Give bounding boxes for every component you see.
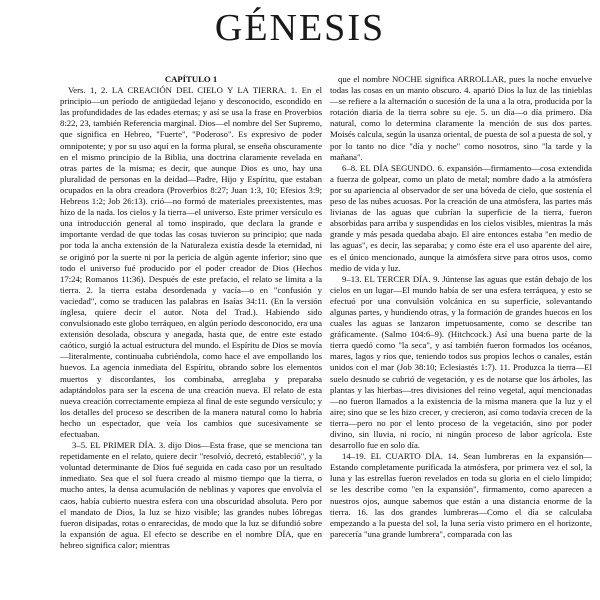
paragraph: que el nombre NOCHE significa ARROLLAR, pues la noche envuelve todas las cosas en un manto obscuro. 4. apartó Dios la luz de las tinieblas—se refiere a la alternación o sucesión de la una a la otra, producida por la rotación diaria de la tierra sobre su eje. 5. un día—o día primero. Día natural, como lo determina claramente la mención de sus dos partes. Moisés calcula, según la usanza oriental, de puesta de sol a puesta de sol, y por lo tanto no dice "día y noche" como nosotros, sino "la tarde y la mañana". (330, 74, 592, 162)
paragraph: 14–19. EL CUARTO DÍA. 14. Sean lumbreras en la expansión—Estando completamente purificada la atmósfera, por primera vez el sol, la luna y las estrellas fueron revelados en toda su gloria en el cielo límpido; se les describe como "en la expansión", firmamento, como aparecen a nuestros ojos, aunque sabemos que están a una distancia enorme de la tierra. 16. las dos grandes lumbreras—Como el día se calculaba empezando a la puesta del sol, la luna sería visto primero en el horizonte, parecería "una grande lumbrera", comparada con las (330, 451, 592, 539)
paragraph: Vers. 1, 2. LA CREACIÓN DEL CIELO Y LA TIERRA. 1. En el principio—un período de antigüedad lejano y desconocido, escondido en las profundidades de las edades eternas; y así se usa la frase en Proverbios 8:22, 23, también Referencia marginal. Dios—el nombre del Ser Supremo, que significa en Hebreo, "Fuerte", "Poderoso". Es expresivo de poder omnipotente; y por su uso aquí en la forma plural, se enseña obscuramente en el mismo principio de la Biblia, una doctrina claramente revelada en otras partes de la misma; es decir, que aunque Dios es uno, hay una pluralidad de personas en la deidad—Padre, Hijo y Espíritu, que estaban ocupados en la obra creadora (Proverbios 8:27; Juan 1:3, 10; Efesios 3:9; Hebreos 1:2; Job 26:13). crió—no formó de materiales preexistentes, mas hizo de la nada. los cielos y la tierra—el universo. Este primer versículo es una introducción general al tomo inspirado, que declara la grande e importante verdad de que todas las cosas tuvieron su principio; que nada por toda la ancha extensión de la Naturaleza existía desde la eternidad, ni se originó por la suerte ni por la pericia de algún agente inferior; sino que todo el universo fué producido por el poder creador de Dios (Hechos 17:24; Romanos 11:36). Después de este prefacio, el relato se limita a la tierra. 2. la tierra estaba desordenada y vacía—o en "confusión y vaciedad", como se traducen las palabras en Isaías 34:11. (En la versión inglesa, quiere decir el autor. Nota del Trad.). Habiendo sido convulsionado este globo terráqueo, en algún período desconocido, era una extensión desolada, obscura y anegada, hasta que, de entre este estado caótico, surgió la actual estructura del mundo. el Espíritu de Dios se movía—literalmente, continuaba cubriéndola, como hace el ave empollando los huevos. La agencia inmediata del Espíritu, obrando sobre los elementos muertos y discordantes, los combinaba, arreglaba y preparaba adaptándolos para ser la escena de una creación nueva. El relato de esta nueva creación correctamente empieza al final de este segundo versículo; y los detalles del proceso se describen de la manera natural como lo habría hecho un espectador, que veía los cambios que sucesivamente se efectuaban. (60, 85, 322, 439)
right-column (330, 74, 592, 540)
paragraph: 3–5. EL PRIMER DÍA. 3. dijo Dios—Esta frase, que se menciona tan repetidamente en el relato, quiere decir "resolvió, decretó, estableció", y la voluntad determinante de Dios fué seguida en cada caso por un resultado inmediato. Sea que el sol fuera creado al mismo tiempo que la tierra, o mucho antes, la densa acumulación de neblinas y vapores que envolvía el caos, había cubierto nuestra esfera con una obscuridad absoluta. Pero por el mandato de Dios, la luz se hizo visible; las grandes nubes lóbregas fueron disipadas, rotas o enrarecidas, de modo que la luz se difundió sobre la expansión de agua. El efecto se describe en el nombre DÍA, que en hebreo significa calor; mientras (60, 440, 322, 550)
paragraph: 6–8. EL DÍA SEGUNDO. 6. expansión—firmamento—cosa extendida a fuerza de golpear, como un plato de metal; nombre dado a la atmósfera por su apariencia al observador de ser una bóveda de cielo, que sostenía el peso de las nubes acuosas. Por la creación de una atmósfera, las partes más livianas de las aguas que cubrían la superficie de la tierra, fueron absorbidas para arriba y suspendidas en los cielos visibles, mientras la más grande y más pesada quedaba abajo. El aire entonces estaba "en medio de las aguas", es decir, las separaba; y como éste era el uso aparente del aire, es el único mencionado, aunque la atmósfera sirve para otros usos, como medio de vida y luz. (330, 162, 592, 273)
left-column (60, 74, 322, 551)
chapter-heading: CAPÍTULO 1 (164, 74, 218, 84)
paragraph: 9–13. EL TERCER DÍA. 9. Júntense las aguas que están debajo de los cielos en un lugar—El mundo había de ser una esfera terráquea, y esto se efectuó por una convulsión volcánica en su superficie, solevantando algunas partes, y hundiendo otras, y la formación de grandes huecos en los cuales las aguas se lanzaron impetuosamente, como se describe tan gráficamente. (Salmo 104:6–9). (Hitchcock.) Así una buena parte de la tierra quedó como "la seca", y así también fueron formados los océanos, mares, lagos y ríos que, teniendo todos sus propios lechos o canales, están unidos con el mar (Job 38:10; Eclesiastés 1:7). 11. Produzca la tierra—El suelo desnudo se cubrió de vegetación, y es de notarse que los árboles, las plantas y las hierbas—tres divisiones del reino vegetal, aquí mencionadas—no fueron llamados a la existencia de la misma manera que la luz y el aire; sino que se les hizo crecer, y crecieron, así como todavía crecen de la tierra—pero no por el lento proceso de la vegetación, sino por poder divino, sin lluvia, ni rocío, ni ningún proceso de labor agrícola. Este desarrollo fue en solo día. (330, 273, 592, 451)
book-title: GÉNESIS (214, 7, 386, 49)
